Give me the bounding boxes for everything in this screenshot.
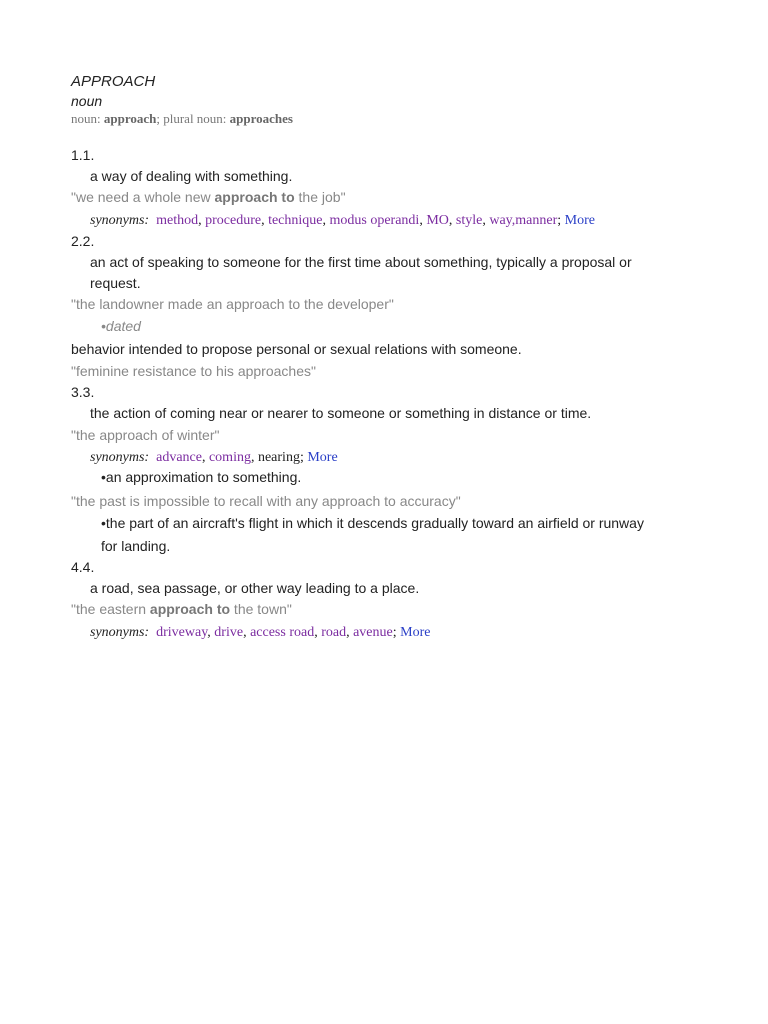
example-text: the town"	[230, 601, 292, 617]
more-synonyms-link[interactable]: More	[400, 625, 431, 640]
synonym-separator: ,	[448, 213, 456, 228]
example-highlight: approach to	[149, 601, 231, 617]
example-text: "the eastern	[71, 601, 150, 617]
synonym-separator: ,	[243, 625, 251, 640]
sense-definition-2-line2: request.	[90, 275, 141, 291]
synonym-separator: ,	[419, 213, 427, 228]
synonym-text: nearing	[257, 450, 300, 465]
synonym-link[interactable]: way,manner	[489, 213, 558, 228]
sense-example-2: "the landowner made an approach to the developer"	[71, 296, 394, 312]
example-text: the job"	[294, 189, 346, 205]
sense-example-3: "the approach of winter"	[71, 427, 220, 443]
synonym-separator: ,	[201, 450, 209, 465]
sense-definition-4: a road, sea passage, or other way leading to a place.	[90, 580, 420, 596]
example-highlight: approach to	[214, 189, 295, 205]
synonym-separator: ,	[322, 213, 330, 228]
more-synonyms-link[interactable]: More	[307, 450, 338, 465]
subsense-definition-dated: behavior intended to propose personal or sexual relations with someone.	[71, 341, 522, 357]
sense-example-4	[71, 600, 292, 618]
sense-definition-1: a way of dealing with something.	[90, 168, 293, 184]
word-forms	[71, 110, 293, 128]
synonym-link[interactable]: access road	[250, 625, 315, 640]
part-of-speech: noun	[71, 93, 103, 109]
synonyms-row-3	[90, 449, 338, 467]
synonyms-row-4	[90, 624, 430, 642]
synonym-link[interactable]: driveway	[156, 625, 208, 640]
forms-plural: approaches	[229, 111, 293, 126]
synonym-separator: ,	[346, 625, 354, 640]
synonym-link[interactable]: coming	[208, 450, 251, 465]
forms-singular: approach	[103, 111, 157, 126]
subsense-aircraft-line2: for landing.	[101, 538, 171, 554]
headword: APPROACH	[71, 73, 156, 90]
synonym-separator: ,	[207, 625, 215, 640]
sense-number-4: 4.4.	[71, 559, 95, 575]
synonym-link[interactable]: avenue	[353, 625, 393, 640]
synonyms-label: synonyms:	[90, 625, 150, 640]
synonyms-label: synonyms:	[90, 450, 150, 465]
forms-plural-label: ; plural noun:	[156, 111, 230, 126]
register-label-dated: dated	[105, 318, 141, 334]
forms-noun-label: noun:	[71, 111, 104, 126]
synonym-link[interactable]: method	[156, 213, 199, 228]
subsense-approximation: •an approximation to something.	[101, 469, 302, 485]
synonym-separator: ,	[198, 213, 206, 228]
synonym-link[interactable]: road	[321, 625, 347, 640]
synonym-separator: ,	[314, 625, 322, 640]
synonym-link[interactable]: drive	[214, 625, 244, 640]
synonym-link[interactable]: advance	[156, 450, 202, 465]
synonym-link[interactable]: procedure	[205, 213, 262, 228]
synonym-link[interactable]: MO	[426, 213, 449, 228]
sense-number-2: 2.2.	[71, 233, 95, 249]
synonym-separator: ,	[482, 213, 490, 228]
synonym-separator: ;	[299, 450, 308, 465]
more-synonyms-link[interactable]: More	[564, 213, 595, 228]
subsense-aircraft-line1: •the part of an aircraft's flight in which it descends gradually toward an airfield or runway	[101, 515, 644, 531]
sense-definition-3: the action of coming near or nearer to someone or something in distance or time.	[90, 405, 592, 421]
sense-number-3: 3.3.	[71, 384, 95, 400]
synonyms-row-1	[90, 212, 595, 230]
sense-definition-2-line1: an act of speaking to someone for the first time about something, typically a proposal or	[90, 254, 632, 270]
synonym-link[interactable]: modus operandi	[329, 213, 420, 228]
synonym-separator: ,	[261, 213, 269, 228]
sense-example-1	[71, 188, 346, 206]
synonym-separator: ;	[557, 213, 565, 228]
subsense-dated	[101, 317, 141, 335]
synonym-separator: ,	[250, 450, 258, 465]
subsense-example-approximation: "the past is impossible to recall with any approach to accuracy"	[71, 493, 461, 509]
synonym-link[interactable]: style	[455, 213, 483, 228]
synonym-separator: ;	[392, 625, 401, 640]
synonyms-label: synonyms:	[90, 213, 150, 228]
sense-number-1: 1.1.	[71, 147, 95, 163]
subsense-example-dated: "feminine resistance to his approaches"	[71, 363, 316, 379]
bullet: •	[101, 318, 106, 334]
synonym-link[interactable]: technique	[268, 213, 323, 228]
example-text: "we need a whole new	[71, 189, 215, 205]
